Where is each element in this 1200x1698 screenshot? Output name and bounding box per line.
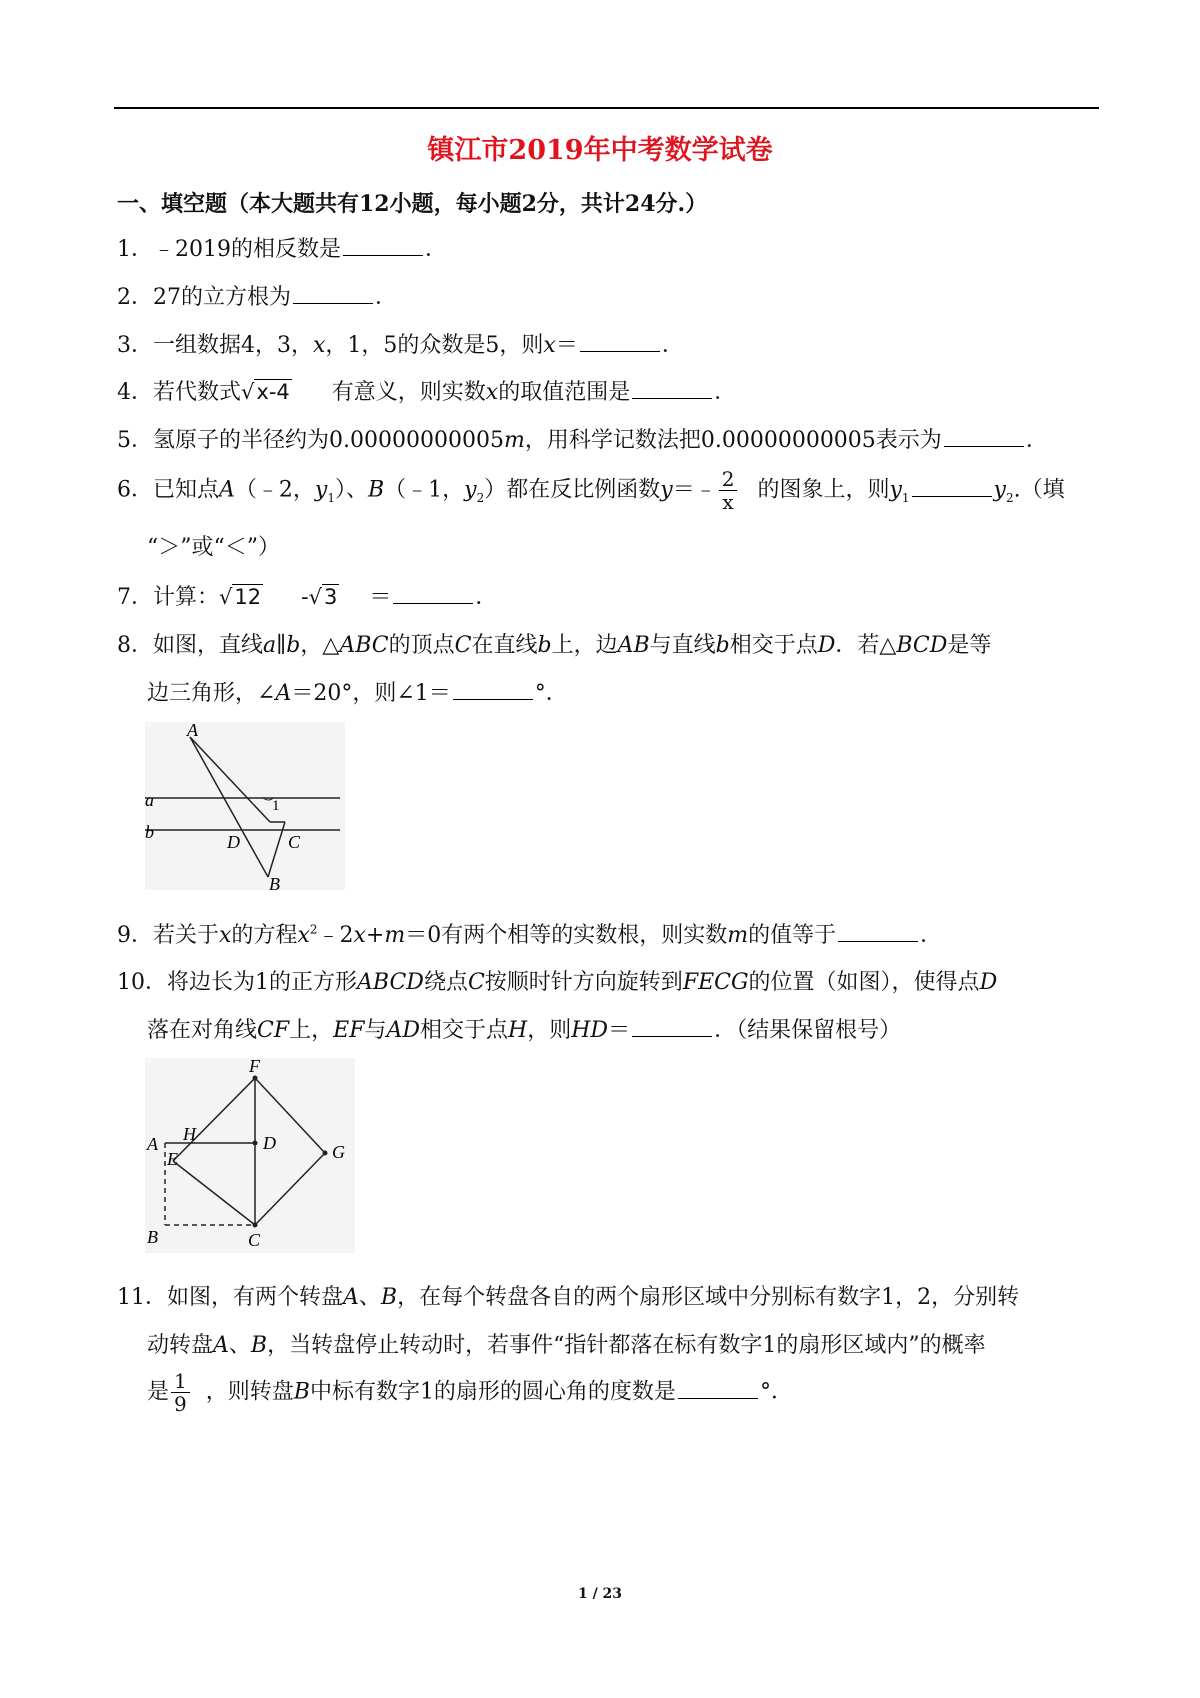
question-3: 3．一组数据4，3，x，1，5的众数是5，则x＝ ．: [117, 333, 684, 358]
question-text: 2．27的立方根为: [117, 285, 291, 310]
question-7: 7．计算：√12 -√3 ＝ ．: [117, 585, 498, 610]
question-11-line-3: 是 $\frac{1}{9}$ ，则转盘B中标有数字1的扇形的圆心角的度数是 °．: [147, 1369, 793, 1416]
label-D: D: [227, 832, 240, 852]
segment-gc: [255, 1153, 325, 1225]
top-rule: [114, 107, 1099, 109]
question-2: 2．27的立方根为 ．: [117, 285, 398, 310]
sqrt-expression: √x-4: [241, 380, 290, 404]
answer-blank: [944, 445, 1024, 447]
question-8: 8．如图，直线a∥b，△ABC的顶点C在直线b上，边AB与直线b相交于点D．若△BCD是等: [117, 633, 992, 658]
question-5: 5．氢原子的半径约为0.00000000005m，用科学记数法把0.00000000005表示为 ．: [117, 428, 1048, 453]
question-11-line-2: 动转盘A、B，当转盘停止转动时，若事件“指针都落在标有数字1的扇形区域内”的概率: [147, 1333, 986, 1358]
answer-blank: [678, 1397, 758, 1399]
label-A: A: [187, 722, 198, 740]
question-4: 4．若代数式√x-4 有意义，则实数x的取值范围是 ．: [117, 380, 737, 405]
point-D: [253, 1141, 258, 1146]
point-G: [323, 1151, 328, 1156]
label-G: G: [332, 1142, 345, 1162]
question-8-line-2: 边三角形，∠A＝20°，则∠1＝ °．: [147, 681, 568, 706]
page-number: 1 / 23: [577, 1586, 623, 1602]
answer-blank: [453, 698, 533, 700]
question-10-line-2: 落在对角线CF上，EF与AD相交于点H，则HD＝ ．（结果保留根号）: [147, 1018, 902, 1043]
sqrt-expression: √3: [308, 585, 338, 609]
label-H: H: [183, 1124, 196, 1144]
question-11: 11．如图，有两个转盘A、B，在每个转盘各自的两个扇形区域中分别标有数字1，2，分别转: [117, 1285, 1020, 1310]
sqrt-expression: √12: [219, 585, 262, 609]
point-F: [253, 1076, 258, 1081]
section-heading: 一、填空题（本大题共有12小题，每小题2分，共计24分.）: [117, 191, 708, 217]
answer-blank: [632, 397, 712, 399]
answer-blank: [580, 350, 660, 352]
answer-blank: [632, 1035, 712, 1037]
figure-q8: [145, 722, 345, 890]
label-1: 1: [272, 798, 280, 814]
label-a: a: [145, 790, 154, 810]
label-B: B: [269, 874, 280, 890]
question-10: 10．将边长为1的正方形ABCD绕点C按顺时针方向旋转到FECG的位置（如图），使得点D: [117, 970, 998, 995]
label-F: F: [249, 1058, 260, 1076]
question-1: 1．﹣2019的相反数是 ．: [117, 237, 448, 262]
label-A: A: [147, 1134, 158, 1154]
answer-blank: [393, 602, 473, 604]
answer-blank: [343, 254, 423, 256]
label-C: C: [288, 832, 301, 852]
label-b: b: [145, 822, 154, 842]
question-9: 9．若关于x的方程$x^2﹣2x+m=0$有两个相等的实数根，则实数m的值等于 ．: [117, 922, 943, 948]
label-B: B: [147, 1227, 158, 1247]
segment-fe: [173, 1078, 255, 1161]
figure-q10: [145, 1058, 355, 1253]
question-6-line-2: “＞”或“＜”）: [147, 535, 280, 560]
label-D: D: [263, 1133, 276, 1153]
point-C: [253, 1223, 258, 1228]
answer-blank: [838, 940, 918, 942]
document-title: 镇江市2019年中考数学试卷: [427, 135, 773, 166]
question-text: 1．﹣2019的相反数是: [117, 237, 341, 262]
fraction: $\frac{2}{x}$: [719, 468, 738, 513]
label-C: C: [248, 1230, 261, 1250]
segment-ec: [173, 1161, 255, 1225]
answer-blank: [293, 302, 373, 304]
answer-blank: [912, 495, 992, 497]
fraction: $\frac{1}{9}$: [171, 1370, 190, 1415]
question-6: 6．已知点A（﹣2，$y_1$）、B（﹣1，$y_2$）都在反比例函数y＝﹣ $\frac{2}{x}$ 的图象上，则$y_1$ $y_2$.（填: [117, 467, 1065, 514]
label-E: E: [167, 1149, 178, 1169]
